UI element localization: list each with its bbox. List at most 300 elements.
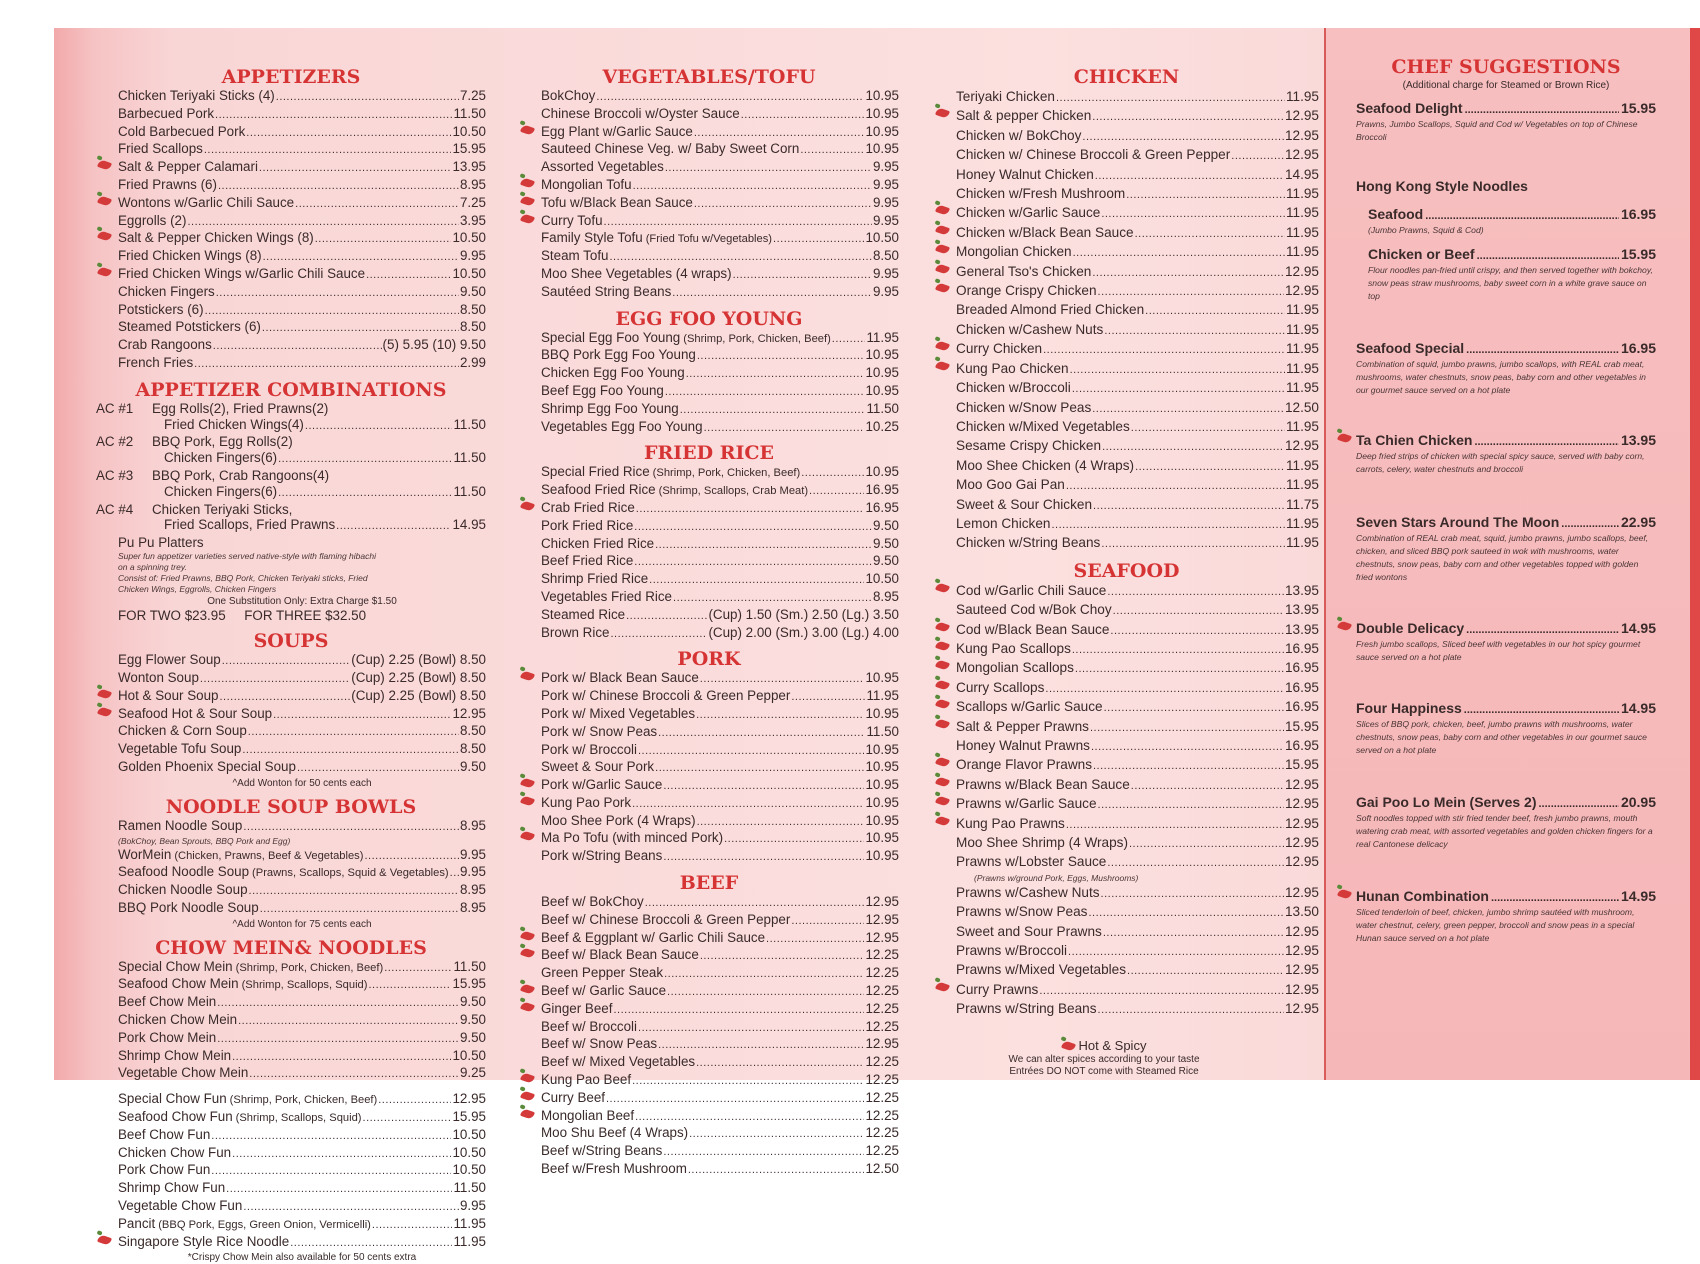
item-detail: (Shrimp, Pork, Chicken, Beef) [683,332,831,345]
leader-dots [363,1109,452,1127]
item-price: 11.95 [1285,477,1319,493]
item-price: 10.50 [452,123,486,139]
menu-item [934,776,1319,795]
leader-dots [1082,127,1284,146]
pepper-icon [1337,620,1352,632]
leader-dots [689,1125,864,1143]
item-price: 14.95 [452,517,486,533]
chef-item-price: 20.95 [1620,794,1656,810]
item-name: Special Fried Rice [541,464,650,480]
item-name: Vegetable Chow Mein [118,1065,249,1081]
menu-item [96,900,486,918]
item-price: 7.25 [459,88,486,103]
item-price: 15.95 [1284,718,1319,734]
menu-item [934,756,1319,775]
item-price: 12.95 [452,1091,486,1107]
item-price: 10.50 [452,230,486,246]
item-price: 10.50 [865,571,899,587]
item-name: Lemon Chicken [956,515,1051,531]
menu-item [934,243,1319,262]
menu-item [96,355,486,373]
leader-dots [800,141,864,159]
leader-dots [626,607,707,625]
item-price: 11.95 [1285,341,1319,357]
item-price: 13.95 [1284,602,1319,618]
menu-item [934,204,1319,223]
item-price: 10.95 [865,347,899,363]
pepper-icon [520,124,535,136]
leader-dots [741,106,865,124]
item-name: WorMein [118,846,172,862]
pepper-icon [935,282,950,294]
leader-dots [1127,961,1284,980]
hot-spicy-legend [934,1040,1274,1078]
item-name: Family Style Tofu [541,230,643,246]
menu-item [934,679,1319,698]
item-price: 11.95 [866,329,899,345]
item-name: Tofu w/Black Bean Sauce [541,194,693,210]
menu-item [96,1030,486,1048]
leader-dots [378,1091,451,1109]
item-price: 13.95 [1284,582,1319,598]
leader-dots [809,482,864,500]
pepper-icon [935,340,950,352]
chef-item-name: Four Happiness [1356,700,1462,716]
section-title-beef: BEEF [679,872,739,895]
leader-dots [1107,853,1284,872]
leader-dots [665,383,865,401]
chef-item-description: (Jumbo Prawns, Squid & Cod) [1368,225,1484,235]
leader-dots [1070,360,1285,379]
menu-item [519,983,899,1001]
leader-dots [238,1012,459,1030]
leader-dots [1093,756,1284,775]
leader-dots [1539,794,1619,810]
menu-item [934,659,1319,678]
item-name: Honey Walnut Chicken [956,166,1094,182]
combo-items: BBQ Pork, Egg Rolls(2) [152,434,293,450]
menu-item [519,500,899,518]
item-price: 10.95 [865,848,899,864]
item-price: 12.95 [1284,108,1319,124]
item-name: Fried Scallops [118,141,203,157]
item-name: Seafood Chow Mein [118,976,239,992]
item-price: 10.95 [865,794,899,810]
menu-item [519,724,899,742]
item-name: Pork w/ Broccoli [541,741,637,757]
item-name: Pork w/ Chinese Broccoli & Green Pepper [541,688,791,704]
leader-dots [1477,246,1619,262]
leader-dots [1104,321,1285,340]
item-name: Teriyaki Chicken [956,89,1055,104]
leader-dots [724,830,864,848]
item-price: 11.95 [453,1233,486,1249]
item-price: 12.25 [865,1054,899,1070]
menu-item [96,864,486,882]
item-detail: (Shrimp, Scallops, Squid) [235,1112,362,1125]
chow-mein-list [96,959,486,1084]
menu-item [519,625,899,643]
menu-item [934,961,1319,980]
item-price: 8.50 [459,319,486,335]
item-name: General Tso's Chicken [956,263,1092,279]
item-name: Sauteed Chinese Veg. w/ Baby Sweet Corn [541,141,800,157]
chef-item-price: 15.95 [1620,246,1656,262]
menu-item [519,830,899,848]
item-name: Chicken Fingers [118,283,215,299]
chef-item-row [1356,514,1656,530]
item-name: Kung Pao Beef [541,1072,632,1088]
item-price: 16.95 [1284,699,1319,715]
menu-item [519,1054,899,1072]
menu-item [96,818,486,836]
menu-item [934,107,1319,126]
item-name: Chicken w/Cashew Nuts [956,321,1104,337]
leader-dots [686,365,865,383]
menu-item [96,337,486,355]
chef-item-name: Ta Chien Chicken [1356,432,1473,448]
leader-dots [242,741,459,759]
chef-item-description: Fresh jumbo scallops, Sliced beef with vegetables in our hot spicy gourmet sauce served on a hot plate [1356,639,1641,662]
menu-item [96,1234,486,1252]
pepper-icon [520,1108,535,1120]
menu-item [96,302,486,320]
chef-item [1356,432,1656,476]
seafood-list-2 [934,884,1319,1020]
leader-dots [1066,815,1284,834]
item-name: Ginger Beef [541,1000,613,1016]
ramen-detail: (BokChoy, Bean Sprouts, BBQ Pork and Egg) [118,835,291,846]
item-name: Fried Prawns (6) [118,176,217,192]
item-price: 9.95 [872,212,899,228]
item-price: 9.95 [872,176,899,192]
pepper-icon [520,947,535,959]
leader-dots [635,1108,864,1126]
leader-dots [1091,737,1284,756]
section-title-noodle-soup: NOODLE SOUP BOWLS [165,795,417,818]
item-price: 9.50 [872,517,899,533]
leader-dots [649,571,864,589]
item-name: Special Chow Mein [118,958,233,974]
leader-dots [700,670,865,688]
item-name: BokChoy [541,88,596,103]
item-price: 16.95 [865,499,899,515]
chef-item-row [1356,888,1656,904]
menu-item [934,146,1319,165]
item-name: Pork Chow Mein [118,1029,217,1045]
leader-dots [636,500,865,518]
item-name: Honey Walnut Prawns [956,738,1090,753]
item-price: 12.50 [865,1161,899,1177]
leader-dots [1561,514,1619,530]
item-name: Vegetable Tofu Soup [118,741,242,757]
leader-dots [243,1198,459,1216]
item-name: Kung Pao Prawns [956,815,1065,831]
combo-code: AC #3 [96,467,134,483]
leader-dots [696,1054,864,1072]
leader-dots [220,688,351,706]
pepper-icon [97,688,112,700]
item-price: 10.50 [452,1162,486,1178]
item-name: Pork w/ Mixed Vegetables [541,705,696,721]
item-name: Moo Shee Pork (4 Wraps) [541,812,696,828]
item-price: (Cup) 1.50 (Sm.) 2.50 (Lg.) 3.50 [708,606,899,622]
pepper-icon [935,679,950,691]
item-name: Sweet & Sour Chicken [956,496,1093,512]
leader-dots [832,330,866,348]
item-price: 16.95 [865,482,899,498]
leader-dots [1110,621,1284,640]
menu-item [519,848,899,866]
item-price: 12.95 [865,1036,899,1052]
item-name: Moo Shee Vegetables (4 wraps) [541,265,732,281]
menu-item [96,741,486,759]
item-name: Prawns w/Snow Peas [956,904,1088,920]
item-price: 10.50 [452,1144,486,1160]
section-title-seafood: SEAFOOD [1073,559,1180,582]
item-price: 13.95 [1284,621,1319,637]
item-name: Special Chow Fun [118,1091,227,1107]
leader-dots [1129,834,1284,853]
menu-item [519,813,899,831]
item-name: Seafood Hot & Sour Soup [118,705,273,721]
leader-dots [1474,432,1619,448]
item-price: 10.95 [865,670,899,686]
pepper-icon [520,930,535,942]
item-price: 8.50 [459,741,486,757]
item-price: 11.50 [453,1180,486,1196]
vegetables-list [519,88,899,302]
menu-item [519,347,899,365]
legend-line-2: Entrées DO NOT come with Steamed Rice [1009,1066,1199,1077]
menu-item [519,401,899,419]
menu-item [96,994,486,1012]
menu-item [519,124,899,142]
item-price: 11.95 [1285,186,1319,202]
item-name: Green Pepper Steak [541,965,664,981]
menu-item [519,195,899,213]
leader-dots [663,848,864,866]
item-name: Shrimp Chow Mein [118,1047,232,1063]
column-2 [519,60,899,1179]
leader-dots [217,1030,459,1048]
menu-item [96,882,486,900]
item-price: 12.95 [1284,1001,1319,1017]
menu-item [96,159,486,177]
leader-dots [1098,282,1284,301]
pepper-icon [935,263,950,275]
chef-item-description: Deep fried strips of chicken with special spicy sauce, served with baby corn, carrots, celery, water chestnuts and broccoli [1356,451,1645,474]
item-name: Eggrolls (2) [118,212,187,228]
combo-code: AC #4 [96,501,134,517]
leader-dots [218,177,459,195]
item-name: Moo Shee Shrimp (4 Wraps) [956,835,1128,851]
item-price: 10.50 [865,230,899,246]
menu-item [96,1048,486,1066]
menu-item [934,321,1319,340]
item-name: Mongolian Beef [541,1107,635,1123]
menu-item [96,141,486,159]
pepper-icon [520,177,535,189]
leader-dots [1072,379,1285,398]
item-name: Vegetables Fried Rice [541,588,673,604]
item-price: 12.25 [865,1125,899,1141]
pepper-icon [520,795,535,807]
item-name: Kung Pao Scallops [956,640,1071,656]
chef-item [1356,100,1656,144]
leader-dots [694,124,865,142]
item-price: 9.50 [459,994,486,1010]
chef-item-row [1356,178,1656,194]
leader-dots [1131,418,1285,437]
item-price: 9.50 [459,1029,486,1045]
pupu-name: Pu Pu Platters [118,535,204,551]
item-detail: (Chicken, Prawns, Beef & Vegetables) [174,849,364,862]
menu-item [96,213,486,231]
item-name: Pork Fried Rice [541,517,634,533]
item-name: Pancit [118,1215,156,1231]
menu-item [519,383,899,401]
chef-item-description: Combination of REAL crab meat, squid, jumbo prawns, jumbo scallops, beef, chicken, and sliced BBQ pork sauteed in wok with mushrooms, water chestnuts, snow peas, baby corn and other vegetables topped with golden fried wontons [1356,533,1649,582]
item-price: 9.95 [459,1198,486,1214]
item-price: 11.95 [1285,224,1319,240]
item-price: 10.95 [865,777,899,793]
item-price: 11.95 [1285,418,1319,434]
leader-dots [384,959,452,977]
item-price: 11.95 [1285,360,1319,376]
leader-dots [1072,640,1284,659]
menu-item [934,360,1319,379]
item-price: 12.95 [1284,796,1319,812]
item-price: 16.95 [1284,640,1319,656]
leader-dots [246,124,451,142]
item-name: Sweet & Sour Pork [541,759,655,775]
leader-dots [680,401,866,419]
combo-items: BBQ Pork, Crab Rangoons(4) [152,467,330,483]
leader-dots [273,706,451,724]
item-price: 9.95 [872,265,899,281]
item-name: Salt & pepper Chicken [956,108,1092,124]
menu-item [96,88,486,106]
item-price: 11.95 [1285,457,1319,473]
item-price: 11.95 [1285,302,1319,318]
leader-dots [263,248,459,266]
item-price: 11.50 [453,483,486,499]
item-name: Kung Pao Pork [541,794,632,810]
leader-dots [1104,698,1284,717]
leader-dots [368,976,451,994]
fried-rice-list [519,464,899,642]
leader-dots [658,1036,864,1054]
item-price: (Cup) 2.25 (Bowl) 8.50 [351,669,486,685]
item-name: Steam Tofu [541,248,609,264]
item-name: Chicken w/Snow Peas [956,399,1092,415]
section-title-soups: SOUPS [253,630,329,653]
menu-item [96,1180,486,1198]
menu-item [934,601,1319,620]
menu-item [519,1108,899,1126]
pepper-icon [935,204,950,216]
chef-item-description: Soft noodles topped with stir fried tender beef, fresh jumbo prawns, mouth watering crab meat, with assorted vegetables and golden chicken fingers for a real Cantonese delicacy [1356,813,1653,849]
menu-item [934,640,1319,659]
leader-dots [655,536,872,554]
menu-item [96,1216,486,1234]
chef-item-price: 14.95 [1620,700,1656,716]
leader-dots [632,795,864,813]
menu-item [96,976,486,994]
chow-fun-list [96,1091,486,1251]
leader-dots [663,777,864,795]
pepper-icon [935,698,950,710]
egg-foo-young-list [519,330,899,437]
item-name: Chicken Fried Rice [541,535,655,551]
leader-dots [634,518,872,536]
item-price: 15.95 [452,141,486,157]
pupu-desc-4: Chicken Wings, Eggrolls, Chicken Fingers [118,584,277,595]
menu-item [934,399,1319,418]
item-name: Curry Prawns [956,981,1039,997]
chef-item-row [1356,432,1656,448]
leader-dots [694,195,872,213]
item-name: Moo Shee Chicken (4 Wraps) [956,457,1135,473]
item-name: Ramen Noodle Soup [118,817,243,833]
pepper-icon [935,224,950,236]
item-price: 10.50 [452,1047,486,1063]
item-name: Shrimp Fried Rice [541,571,649,587]
chef-item [1356,888,1656,945]
menu-item [96,1109,486,1127]
item-name: Golden Phoenix Special Soup [118,758,296,774]
leader-dots [596,88,864,106]
item-price: 9.95 [459,864,486,880]
menu-item [934,166,1319,185]
item-price: 10.95 [865,741,899,757]
item-name: Chicken Egg Foo Young [541,365,685,381]
item-price: 11.95 [1285,321,1319,337]
pepper-icon [1337,432,1352,444]
item-price: 9.95 [872,283,899,299]
item-name: Prawns w/Cashew Nuts [956,884,1100,900]
menu-item [519,912,899,930]
menu-item [519,518,899,536]
pepper-icon [935,360,950,372]
leader-dots [211,1162,451,1180]
menu-item [519,284,899,302]
leader-dots [663,1143,864,1161]
item-name: Beef w/ Black Bean Sauce [541,947,699,963]
leader-dots [217,994,459,1012]
leader-dots [372,1216,453,1234]
leader-dots [1145,301,1285,320]
item-name: Prawns w/Broccoli [956,943,1068,959]
leader-dots [1101,204,1285,223]
leader-dots [364,847,458,865]
item-name: Beef Chow Mein [118,994,217,1010]
item-price: 8.50 [872,248,899,264]
item-price: 10.50 [452,1126,486,1142]
chef-item-row [1368,246,1656,262]
chef-item [1356,794,1656,851]
item-name: Mongolian Scallops [956,660,1074,676]
item-name: Assorted Vegetables [541,159,664,175]
item-price: (Cup) 2.25 (Bowl) 8.50 [351,652,486,668]
leader-dots [766,930,864,948]
leader-dots [613,1001,864,1019]
menu-sheet [54,28,1700,1264]
item-price: 8.95 [459,176,486,192]
chef-item [1356,700,1656,757]
item-price: 11.95 [1285,380,1319,396]
